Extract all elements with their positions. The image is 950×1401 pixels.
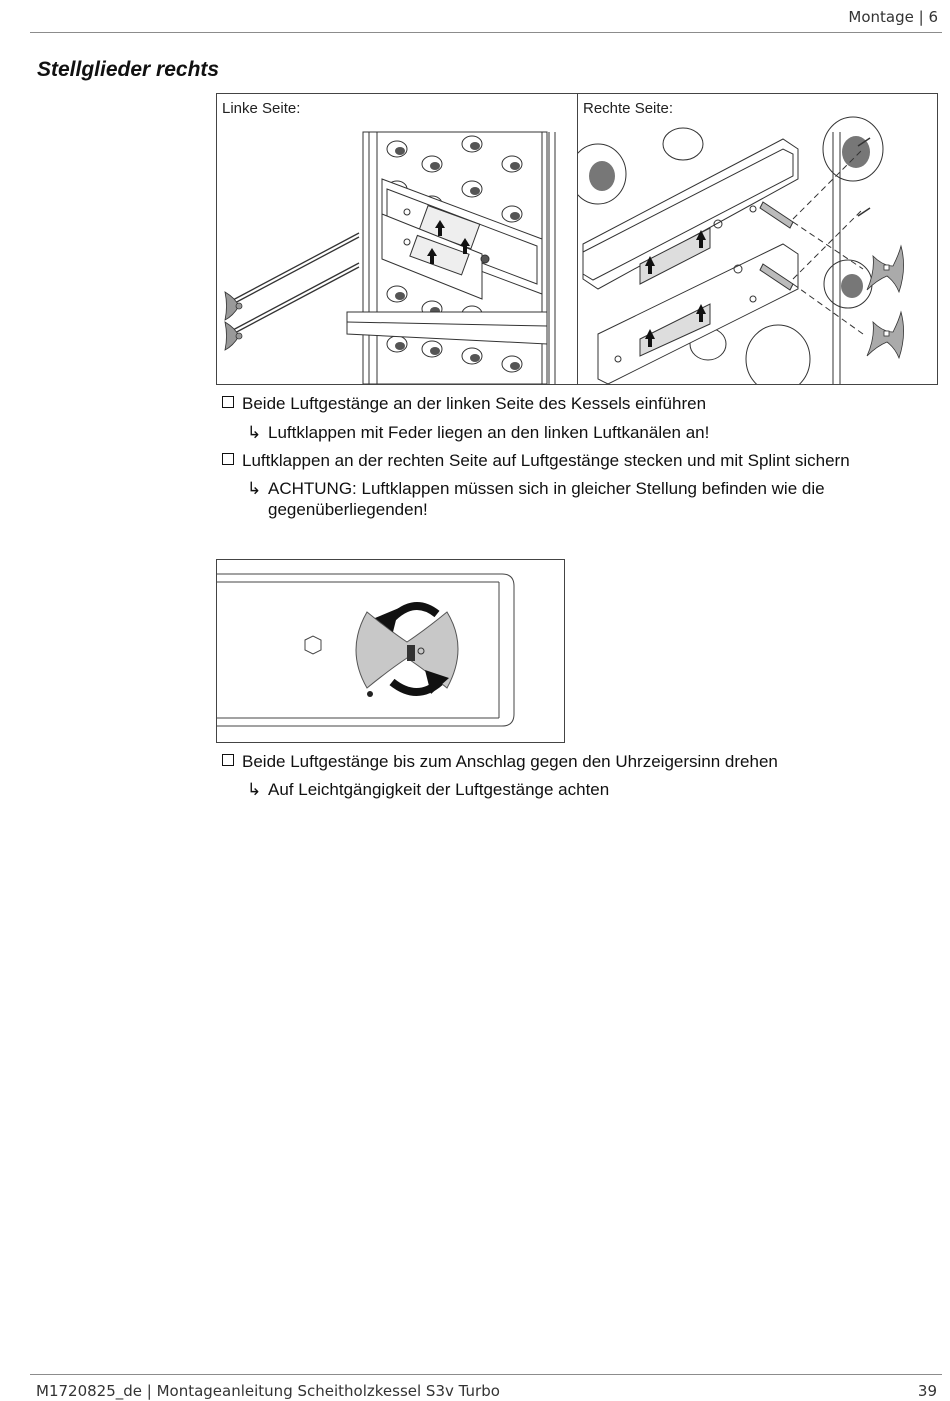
- footer-rule: [30, 1374, 942, 1375]
- result-text: Auf Leichtgängigkeit der Luftgestänge achten: [268, 780, 610, 799]
- result-attention: [247, 478, 907, 520]
- result-text: ACHTUNG: Luftklappen müssen sich in gleicher Stellung befinden wie die gegenüberliegenden!: [268, 479, 825, 519]
- page-title: Stellglieder rechts: [37, 58, 220, 81]
- header-rule: [30, 32, 942, 33]
- step-text: Beide Luftgestänge bis zum Anschlag gegen den Uhrzeigersinn drehen: [242, 752, 778, 771]
- figure-panel-right: [578, 94, 937, 384]
- panel-label-right: Rechte Seite:: [583, 100, 677, 117]
- figure-actuators: [216, 93, 938, 385]
- footer-page-number: 39: [917, 1382, 937, 1400]
- figure-rotate-damper: [216, 559, 565, 743]
- panel-label-left: Linke Seite:: [222, 100, 304, 117]
- footer-document-title: M1720825_de | Montageanleitung Scheitholzkessel S3v Turbo: [36, 1382, 500, 1400]
- checkbox-icon: [222, 754, 234, 766]
- step-text: Luftklappen an der rechten Seite auf Luftgestänge stecken und mit Splint sichern: [242, 451, 850, 470]
- left-side-illustration: [217, 94, 577, 384]
- result-text: Luftklappen mit Feder liegen an den linken Luftkanälen an!: [268, 423, 710, 442]
- step-insert-rods: [222, 393, 706, 414]
- result-arrow-icon: ↳: [247, 780, 262, 799]
- rotate-damper-illustration: [217, 560, 564, 742]
- step-rotate-rods: [222, 751, 778, 772]
- step-text: Beide Luftgestänge an der linken Seite des Kessels einführen: [242, 394, 707, 413]
- header-section: Montage | 6: [848, 8, 938, 26]
- result-arrow-icon: ↳: [247, 423, 262, 442]
- result-smooth-running: [247, 779, 907, 800]
- figure-panel-left: [217, 94, 578, 384]
- right-side-illustration: [578, 94, 937, 384]
- result-arrow-icon: ↳: [247, 479, 262, 498]
- step-mount-dampers: [222, 450, 850, 471]
- checkbox-icon: [222, 453, 234, 465]
- checkbox-icon: [222, 396, 234, 408]
- result-dampers-spring: [247, 422, 907, 443]
